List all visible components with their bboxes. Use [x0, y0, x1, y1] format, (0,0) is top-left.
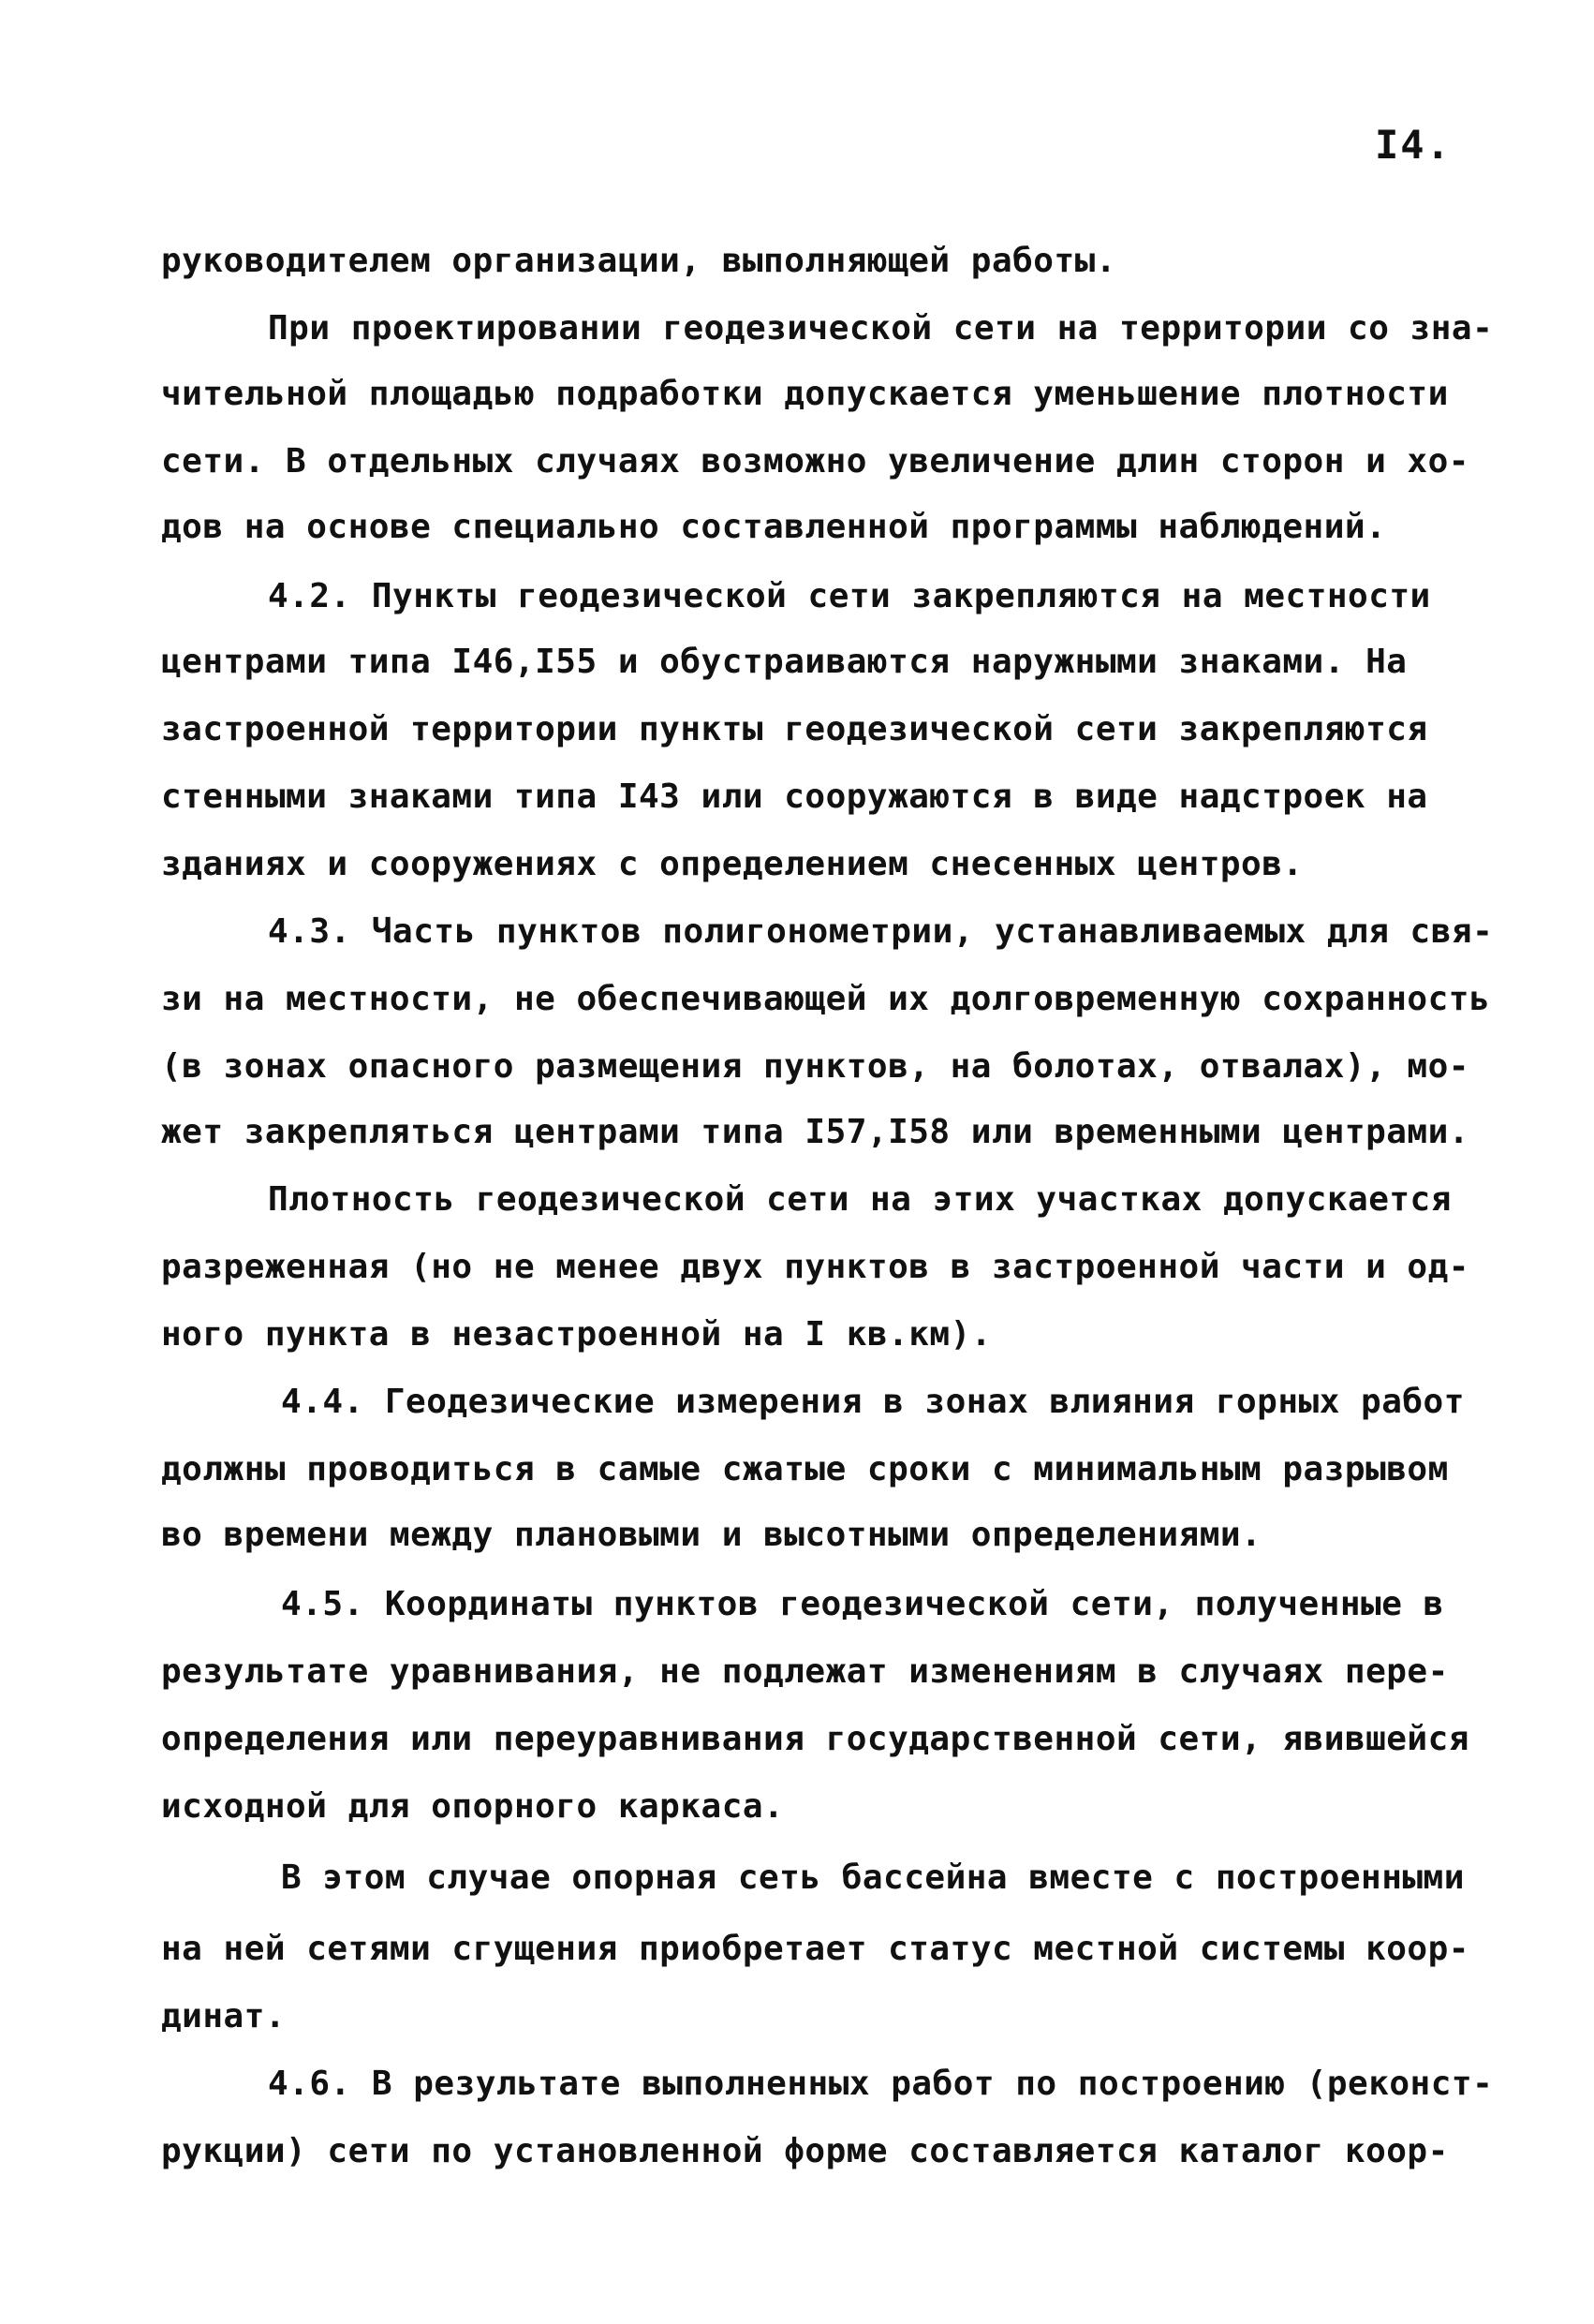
text-line: сети. В отдельных случаях возможно увеличение длин сторон и хо-	[161, 442, 1469, 481]
text-line: руководителем организации, выполняющей работы.	[161, 242, 1116, 280]
text-line: 4.4. Геодезические измерения в зонах влияния горных работ	[281, 1383, 1465, 1421]
text-line: 4.6. В результате выполненных работ по построению (реконст-	[268, 2065, 1494, 2103]
text-line: При проектировании геодезической сети на территории со зна-	[268, 309, 1494, 348]
text-line: динат.	[161, 1997, 287, 2035]
text-line: Плотность геодезической сети на этих участках допускается	[268, 1180, 1452, 1219]
text-line: ного пункта в незастроенной на I кв.км).	[161, 1315, 992, 1354]
text-line: 4.3. Часть пунктов полигонометрии, устанавливаемых для свя-	[268, 912, 1494, 951]
text-line: В этом случае опорная сеть бассейна вместе с построенными	[281, 1858, 1465, 1897]
text-line: 4.2. Пункты геодезической сети закрепляются на местности	[268, 577, 1431, 615]
text-line: должны проводиться в самые сжатые сроки с минимальным разрывом	[161, 1450, 1449, 1488]
text-line: дов на основе специально составленной программы наблюдений.	[161, 508, 1387, 546]
text-line: определения или переуравнивания государственной сети, явившейся	[161, 1720, 1469, 1758]
text-line: стенными знаками типа I43 или сооружаются в виде надстроек на	[161, 777, 1428, 816]
text-line: исходной для опорного каркаса.	[161, 1787, 785, 1826]
text-line: разреженная (но не менее двух пунктов в застроенной части и од-	[161, 1248, 1469, 1286]
page-number: I4.	[1375, 122, 1452, 168]
text-line: во времени между плановыми и высотными определениями.	[161, 1516, 1262, 1554]
text-line: застроенной территории пункты геодезической сети закрепляются	[161, 710, 1428, 748]
text-line: центрами типа I46,I55 и обустраиваются наружными знаками. На	[161, 643, 1408, 681]
text-line: 4.5. Координаты пунктов геодезической сети, полученные в	[281, 1585, 1444, 1623]
text-line: жет закрепляться центрами типа I57,I58 или временными центрами.	[161, 1113, 1469, 1151]
text-line: зданиях и сооружениях с определением снесенных центров.	[161, 845, 1304, 883]
text-line: зи на местности, не обеспечивающей их долговременную сохранность	[161, 980, 1491, 1018]
text-line: (в зонах опасного размещения пунктов, на болотах, отвалах), мо-	[161, 1047, 1469, 1086]
text-line: рукции) сети по установленной форме составляется каталог коор-	[161, 2132, 1449, 2170]
text-line: результате уравнивания, не подлежат изменениям в случаях пере-	[161, 1652, 1449, 1691]
text-line: на ней сетями сгущения приобретает статус местной системы коор-	[161, 1930, 1469, 1968]
text-line: чительной площадью подработки допускается уменьшение плотности	[161, 375, 1449, 413]
